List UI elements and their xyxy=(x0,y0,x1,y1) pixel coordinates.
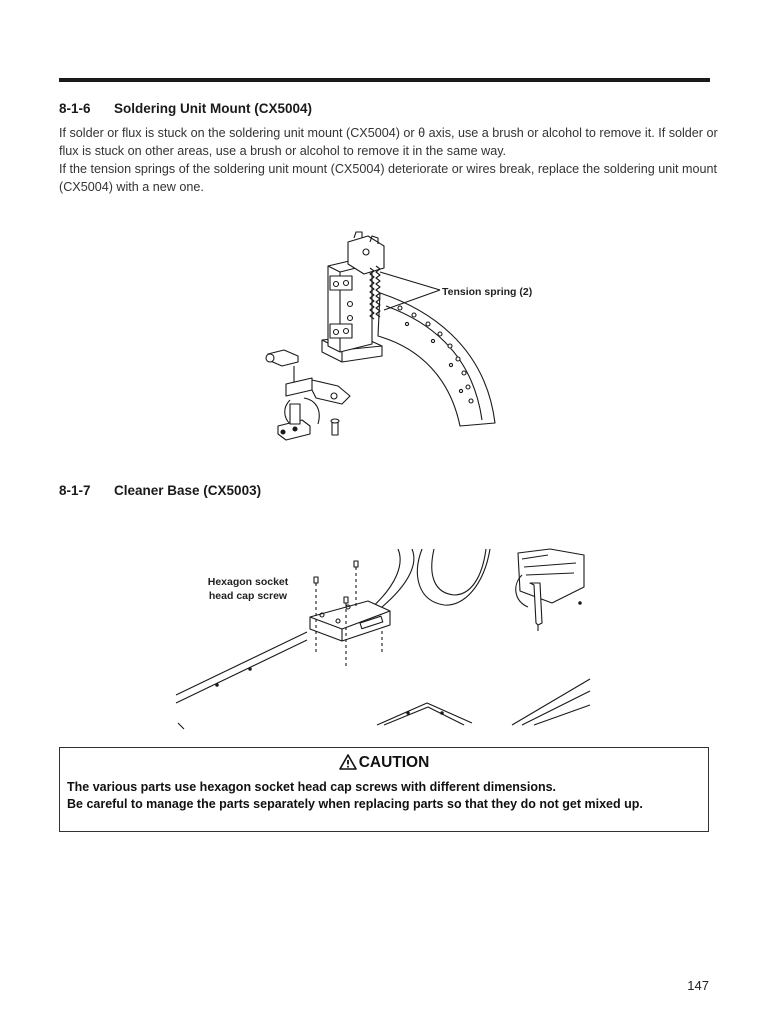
paragraph: If solder or flux is stuck on the soldering unit mount (CX5004) or θ axis, use a brush or alcohol to remove it. If solder or flux is stuck on other areas, use a brush or alcohol to remove it in the same way. xyxy=(59,126,718,158)
caution-title: CAUTION xyxy=(358,754,430,771)
warning-triangle-icon xyxy=(339,754,357,770)
tension-spring-label: Tension spring (2) xyxy=(442,286,533,298)
section-title: Cleaner Base (CX5003) xyxy=(114,483,262,498)
paragraph: If the tension springs of the soldering unit mount (CX5004) deteriorate or wires break, replace the soldering unit mount (CX5004) with a new one. xyxy=(59,162,718,194)
caution-text xyxy=(67,779,707,813)
caution-heading xyxy=(60,754,708,772)
caution-line: The various parts use hexagon socket head cap screws with different dimensions. xyxy=(67,780,557,794)
caution-box xyxy=(59,747,709,832)
page-number: 147 xyxy=(687,978,709,993)
section-heading-8-1-7 xyxy=(59,483,261,498)
hex-screw-label-line2: head cap screw xyxy=(208,590,288,602)
section-heading-8-1-6 xyxy=(59,101,312,116)
soldering-unit-mount-figure xyxy=(250,228,560,443)
section-title: Soldering Unit Mount (CX5004) xyxy=(114,101,313,116)
hex-screw-label-line1: Hexagon socket xyxy=(207,576,289,588)
section-number: 8-1-6 xyxy=(59,101,91,116)
top-rule xyxy=(59,78,710,82)
section-number: 8-1-7 xyxy=(59,483,91,498)
section-body xyxy=(59,124,719,196)
caution-line: Be careful to manage the parts separately when replacing parts so that they do not get mixed up. xyxy=(67,797,643,811)
cleaner-base-figure xyxy=(172,545,597,730)
